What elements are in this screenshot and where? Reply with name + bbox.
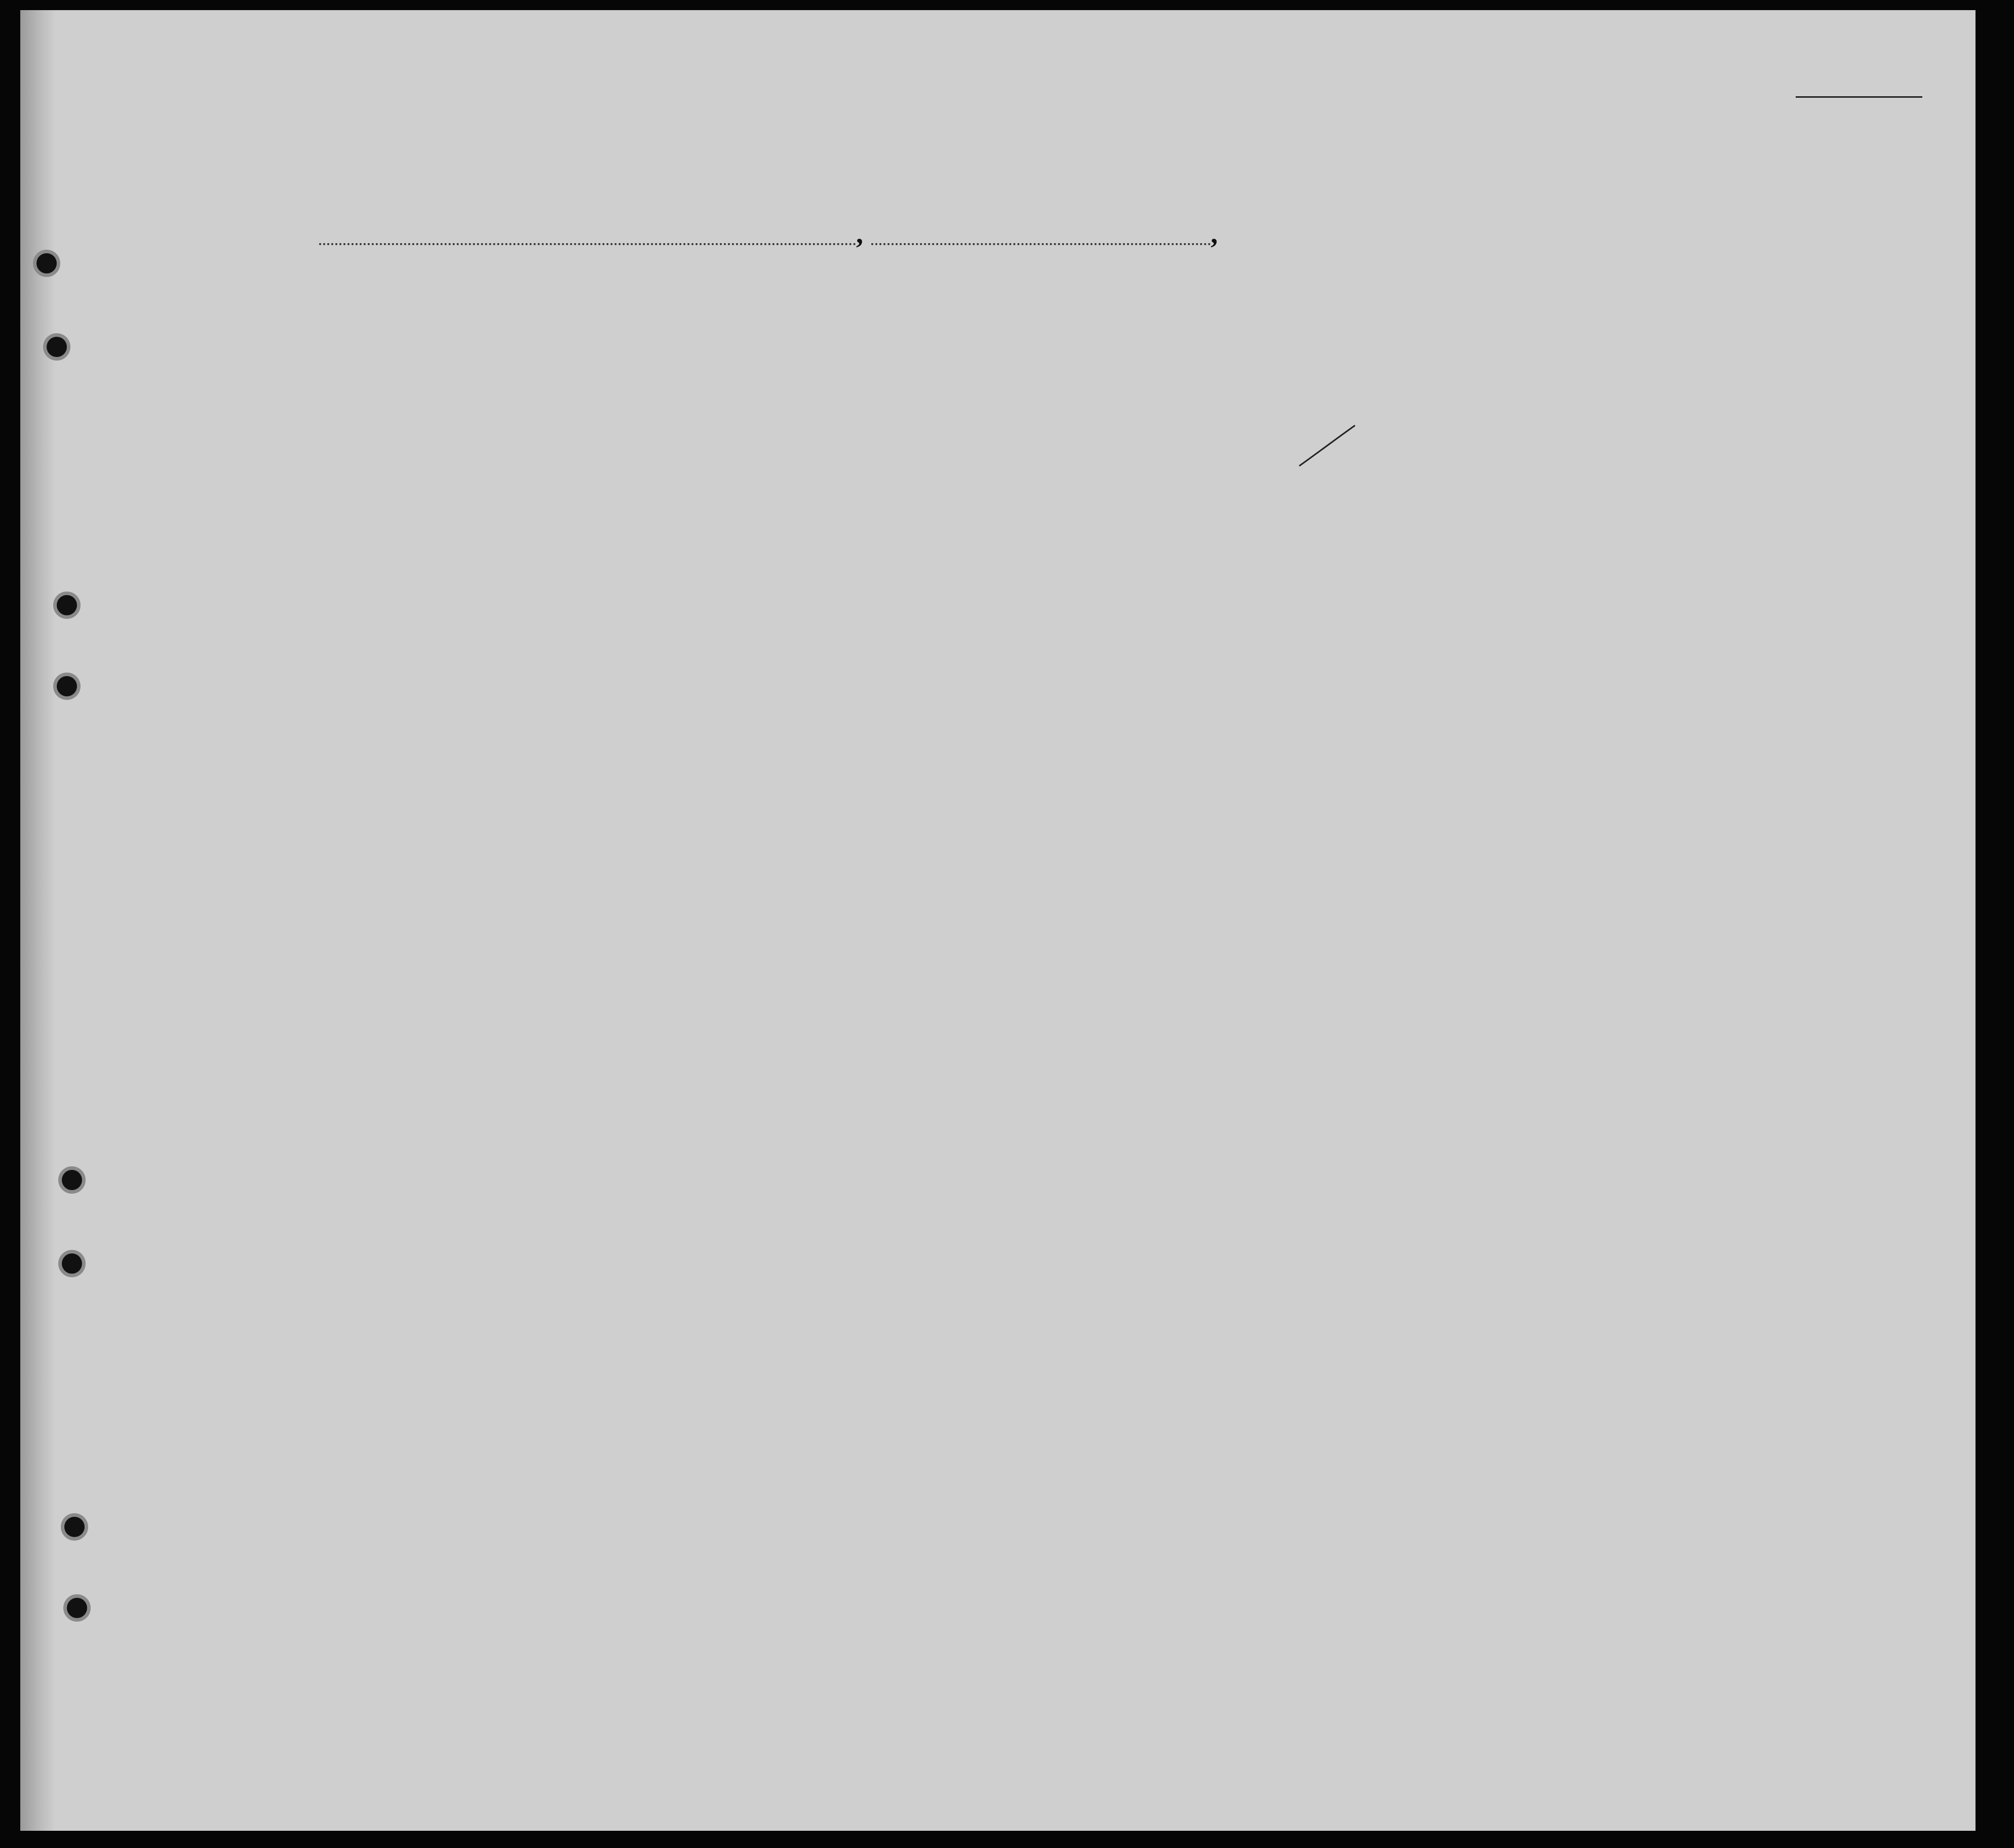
header-final-destination [420,314,588,334]
header-purpose-return [1158,317,1198,446]
header-ever-before [750,306,892,352]
header-question-30 [1487,304,1541,446]
header-marks [1829,355,1955,385]
header-purpose-length [1206,317,1271,446]
header-no-on-list [101,349,152,405]
header-deformed [1597,324,1660,415]
header-by-whom-note [626,377,714,433]
header-feet [1663,395,1681,436]
header-nearest-relative [157,349,415,405]
header-purpose [1157,301,1302,317]
header-where [835,387,890,433]
header-joining [897,324,1150,405]
header-height [1661,317,1705,342]
separator: , [856,218,863,250]
header-question-29 [1450,304,1485,446]
separator: , [1211,218,1218,250]
header-ticket [589,304,619,446]
check-stroke-icon [1297,423,1358,468]
header-question-28 [1388,304,1449,446]
header-eyes [1789,382,1827,408]
header-hair [1750,382,1788,408]
header-final-destination-note [420,332,588,344]
header-complexion [1707,349,1745,405]
header-anarchist [1364,304,1386,446]
header-inches [1684,395,1702,436]
header-if-yes [783,355,892,375]
header-city [474,387,588,408]
header-state [420,387,471,408]
header-health [1542,324,1596,415]
header-year-period [783,387,833,433]
header-yes-no [751,377,781,423]
header-money [717,304,747,446]
header-color-of [1750,317,1826,342]
header-by-whom [626,314,714,375]
